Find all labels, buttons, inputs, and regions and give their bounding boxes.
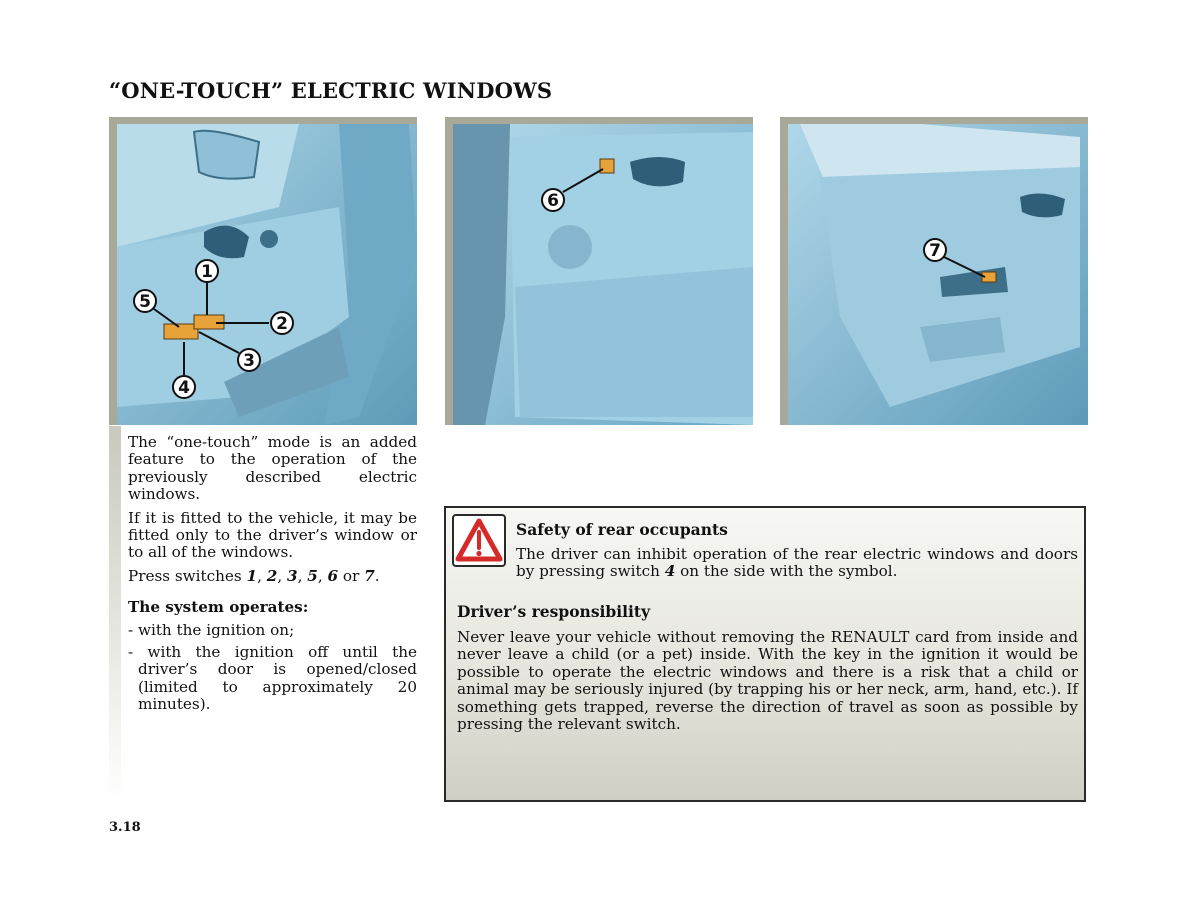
fitted-paragraph: If it is fitted to the vehicle, it may be fitted only to the driver’s window or to all of the windows.: [128, 508, 417, 562]
svg-text:6: 6: [547, 191, 559, 211]
warning-heading: Safety of rear occupants: [516, 520, 728, 539]
svg-text:2: 2: [276, 314, 288, 334]
intro-paragraph: The “one-touch” mode is an added feature to the operation of the previously described electric windows.: [128, 433, 417, 504]
door-panel-illustration: [445, 117, 753, 425]
responsibility-heading: Driver’s responsibility: [457, 602, 651, 621]
rear-door-photo: [780, 117, 1088, 425]
operates-item: - with the ignition on;: [128, 620, 295, 639]
responsibility-text: Never leave your vehicle without removing the RENAULT card from inside and never leave a child (or a pet) inside. With the key in the ignition it would be possible to operate the electric windows and there is a risk that a child or animal may be seriously injured (by trapping his or her neck, arm, hand, etc.). If something gets trapped, reverse the direction of travel as soon as possible by pressing the relevant switch.: [457, 628, 1078, 734]
callout-5: [134, 290, 156, 312]
page-number: 3.18: [109, 820, 141, 835]
callout-4: [173, 376, 195, 398]
body-text: [128, 434, 417, 719]
door-panel-photo: [445, 117, 753, 425]
front-door-illustration: [109, 117, 417, 425]
callout-6: [542, 189, 564, 211]
operates-item: - with the ignition off until the driver’s door is opened/closed (limited to approximately 20 minutes).: [128, 643, 417, 714]
operates-heading: The system operates:: [128, 598, 309, 617]
warning-text: The driver can inhibit operation of the rear electric windows and doors by pressing switch 4 on the side with the symbol.: [516, 545, 1078, 581]
svg-text:3: 3: [243, 351, 255, 371]
callout-3: [238, 349, 260, 371]
rear-door-illustration: [780, 117, 1088, 425]
svg-text:1: 1: [201, 262, 213, 282]
safety-warning-box: [444, 506, 1086, 802]
press-paragraph: Press switches 1, 2, 3, 5, 6 or 7.: [128, 566, 380, 585]
margin-bar: [109, 426, 121, 806]
warning-triangle-icon: [452, 514, 506, 567]
callout-2: [271, 312, 293, 334]
callout-7: [924, 239, 946, 261]
svg-text:4: 4: [178, 378, 190, 398]
svg-text:5: 5: [139, 292, 151, 312]
page-title: “ONE-TOUCH” ELECTRIC WINDOWS: [109, 78, 553, 103]
callout-1: [196, 260, 218, 282]
svg-text:7: 7: [929, 241, 941, 261]
front-door-photo: [109, 117, 417, 425]
